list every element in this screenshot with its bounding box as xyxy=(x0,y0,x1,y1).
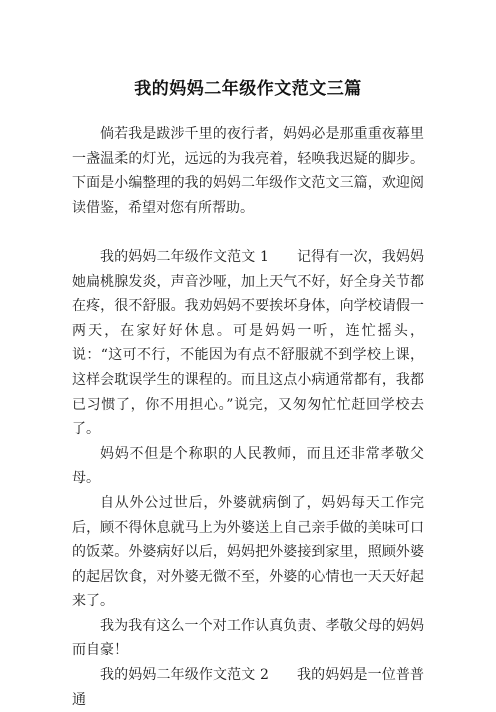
intro-paragraph: 倘若我是跋涉千里的夜行者，妈妈必是那重重夜幕里一盏温柔的灯光，远远的为我亮着，轻唤我迟疑的脚步。下面是小编整理的我的妈妈二年级作文范文三篇，欢迎阅读借鉴，希望对您有所帮助。 xyxy=(72,126,424,216)
document-body xyxy=(72,122,424,712)
essay-1-heading: 我的妈妈二年级作文范文 1 xyxy=(100,248,269,265)
essay-1-paragraph-4: 我为我有这么一个对工作认真负责、孝敬父母的妈妈而自豪！ xyxy=(72,617,424,659)
essay-1-paragraph-1-text: 记得有一次，我妈妈她扁桃腺发炎，声音沙哑，加上天气不好，好全身关节都在疼，很不舒服。我劝妈妈不要挨坏身体，向学校请假一两天，在家好好休息。可是妈妈一听，连忙摇头，说：“这可不行，不能因为有点不舒服就不到学校上课，这样会耽误学生的课程的。而且这点小病通常都有，我都已习惯了，你不用担心。”说完，又匆匆忙忙赶回学校去了。 xyxy=(72,248,425,438)
essay-1-paragraph-1 xyxy=(72,245,424,442)
essay-2-heading: 我的妈妈二年级作文范文 2 xyxy=(100,667,269,684)
essay-2-paragraph-1 xyxy=(72,663,424,712)
essay-1-paragraph-2: 妈妈不但是个称职的人民教师，而且还非常孝敬父母。 xyxy=(72,445,424,487)
document-title: 我的妈妈二年级作文范文三篇 xyxy=(134,79,362,99)
essay-2-paragraph-1-text: 我的妈妈是一位普普通 xyxy=(72,667,425,708)
essay-1-paragraph-3: 自从外公过世后，外婆就病倒了，妈妈每天工作完后，顾不得休息就马上为外婆送上自己亲手做的美味可口的饭菜。外婆病好以后，妈妈把外婆接到家里，照顾外婆的起居饮食，对外婆无微不至，外婆的心情也一天天好起来了。 xyxy=(72,494,424,610)
